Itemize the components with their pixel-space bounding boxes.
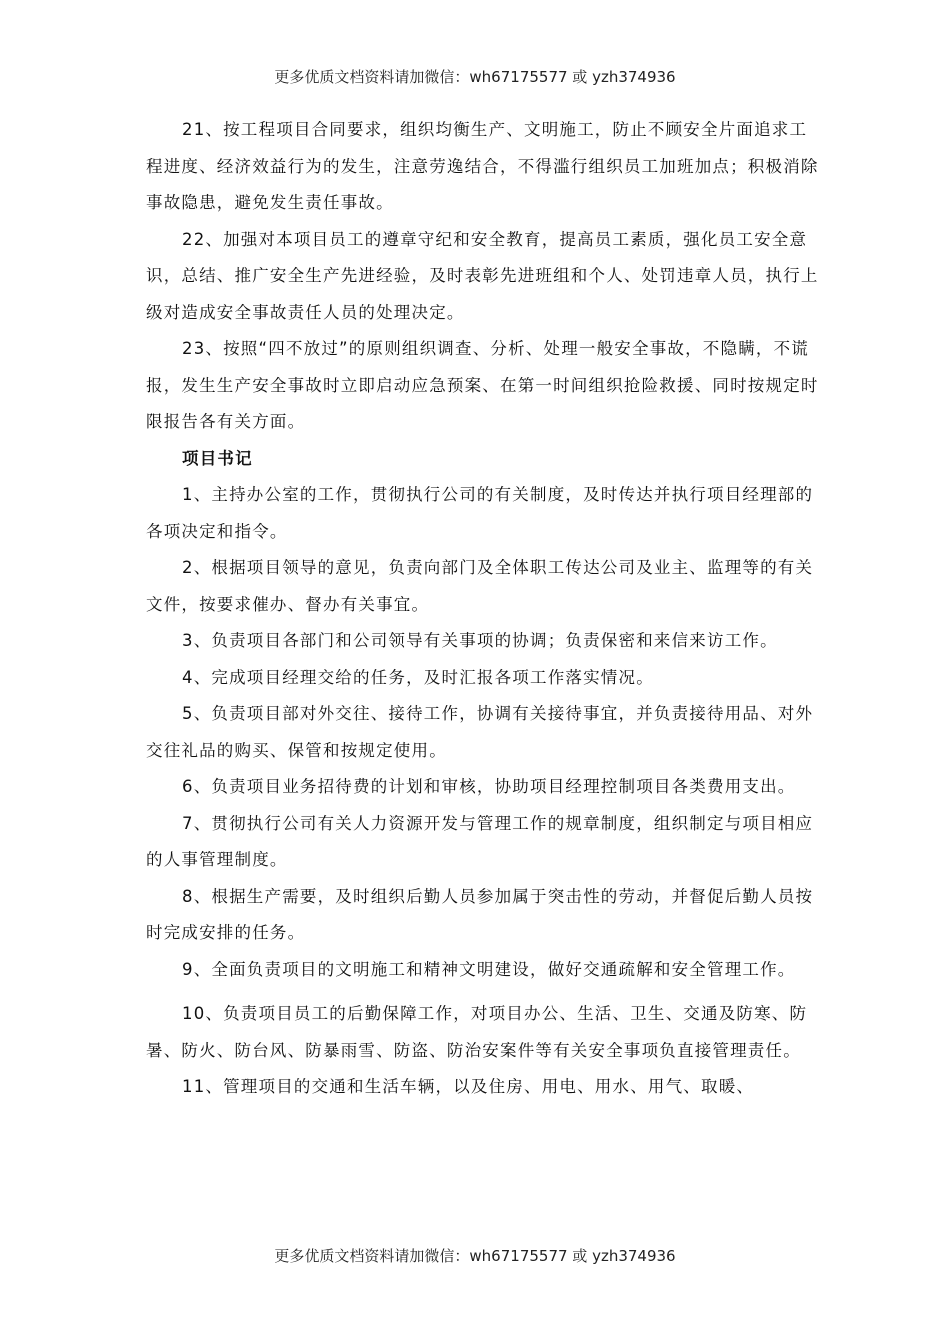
document-body	[146, 112, 821, 1106]
page-footer: 更多优质文档资料请加微信：wh67175577 或 yzh374936	[274, 1247, 676, 1265]
item-9: 9、全面负责项目的文明施工和精神文明建设，做好交通疏解和安全管理工作。	[182, 959, 796, 979]
paragraph-22: 22、加强对本项目员工的遵章守纪和安全教育，提高员工素质，强化员工安全意识，总结、推广安全生产先进经验，及时表彰先进班组和个人、处罚违章人员，执行上级对造成安全事故责任人员的处理决定。	[146, 229, 819, 322]
item-4: 4、完成项目经理交给的任务，及时汇报各项工作落实情况。	[182, 667, 654, 687]
item-2: 2、根据项目领导的意见，负责向部门及全体职工传达公司及业主、监理等的有关文件，按要求催办、督办有关事宜。	[146, 558, 814, 614]
paragraph-21: 21、按工程项目合同要求，组织均衡生产、文明施工，防止不顾安全片面追求工程进度、经济效益行为的发生，注意劳逸结合，不得滥行组织员工加班加点；积极消除事故隐患，避免发生责任事故。	[146, 120, 819, 212]
item-3: 3、负责项目各部门和公司领导有关事项的协调；负责保密和来信来访工作。	[182, 631, 778, 650]
item-5: 5、负责项目部对外交往、接待工作，协调有关接待事宜，并负责接待用品、对外交往礼品的购买、保管和按规定使用。	[146, 704, 814, 760]
item-10: 10、负责项目员工的后勤保障工作，对项目办公、生活、卫生、交通及防寒、防暑、防火、防台风、防暴雨雪、防盗、防治安案件等有关安全事项负直接管理责任。	[146, 1004, 808, 1060]
item-11: 11、管理项目的交通和生活车辆，以及住房、用电、用水、用气、取暖、	[182, 1077, 755, 1096]
section-title: 项目书记	[182, 448, 253, 468]
item-1: 1、主持办公室的工作，贯彻执行公司的有关制度，及时传达并执行项目经理部的各项决定和指令。	[146, 485, 814, 541]
item-7: 7、贯彻执行公司有关人力资源开发与管理工作的规章制度，组织制定与项目相应的人事管理制度。	[146, 813, 814, 869]
page-header: 更多优质文档资料请加微信：wh67175577 或 yzh374936	[274, 68, 676, 86]
item-8: 8、根据生产需要，及时组织后勤人员参加属于突击性的劳动，并督促后勤人员按时完成安排的任务。	[146, 886, 814, 942]
item-6: 6、负责项目业务招待费的计划和审核，协助项目经理控制项目各类费用支出。	[182, 777, 796, 796]
paragraph-23: 23、按照“四不放过”的原则组织调查、分析、处理一般安全事故，不隐瞒，不谎报，发生生产安全事故时立即启动应急预案、在第一时间组织抢险救援、同时按规定时限报告各有关方面。	[146, 339, 819, 431]
